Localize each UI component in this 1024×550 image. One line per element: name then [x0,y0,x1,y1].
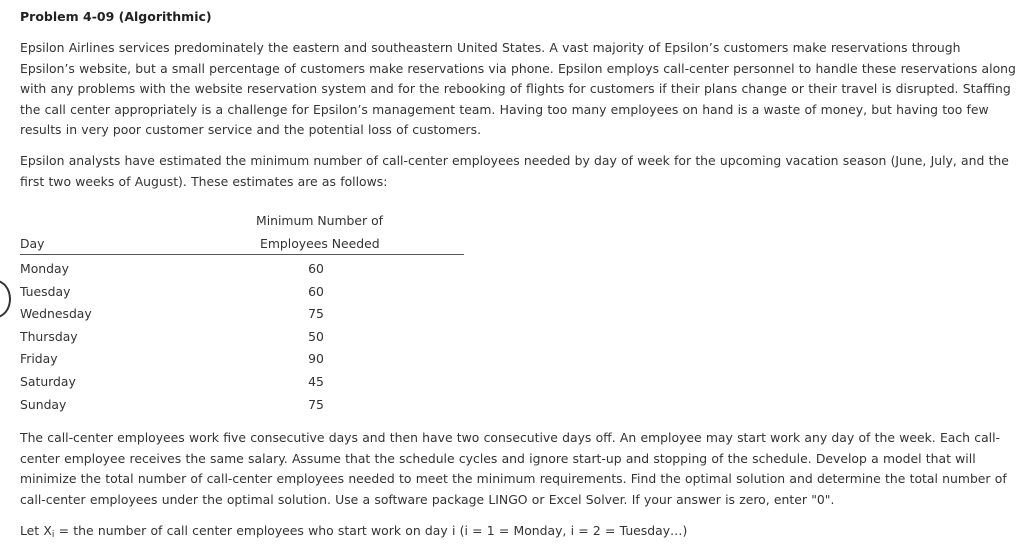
value-cell: 90 [308,351,324,367]
task-paragraph: The call-center employees work five consecutive days and then have two consecutive days off. An employee may start work any day of the week. Each call-center employee receives the same salary. Assume that the schedule cycles and ignore start-up and stopping of the schedule. Develop a model that will minimize the total number of call-center employees needed to meet the minimum requirements. Find the optimal solution and determine the total number of call-center employees under the optimal solution. Use a software package LINGO or Excel Solver. If your answer is zero, enter "0". [20,430,1007,507]
problem-title: Problem 4-09 (Algorithmic) [20,9,212,24]
value-cell: 75 [308,306,324,322]
table-row [20,371,464,394]
day-cell: Saturday [20,373,76,389]
estimates-paragraph: Epsilon analysts have estimated the minimum number of call-center employees needed by day of week for the upcoming vacation season (June, July, and the first two weeks of August). These estimates are as follows: [20,153,1009,189]
subscript-i: i [51,530,55,540]
intro-paragraph: Epsilon Airlines services predominately the eastern and southeastern United States. A vast majority of Epsilon’s customers make reservations through Epsilon’s website, but a small percentage of customers make reservations via phone. Epsilon employs call-center personnel to handle these reservations along with any problems with the website reservation system and for the rebooking of flights for customers if their plans change or their travel is disrupted. Staffing the call center appropriately is a challenge for Epsilon’s management team. Having too many employees on hand is a waste of money, but having too few results in very poor customer service and the potential loss of customers. [20,40,1016,138]
value-cell: 45 [308,373,324,389]
variable-definition [20,521,1018,546]
day-cell: Sunday [20,396,67,412]
value-cell: 60 [308,283,324,299]
table-row [20,303,464,326]
header-rule [20,254,464,255]
table-body [20,258,464,416]
value-cell: 50 [308,328,324,344]
header-employees-needed: Employees Needed [260,236,380,251]
scroll-marker-bracket [0,280,11,318]
day-cell: Monday [20,261,69,276]
let-prefix: Let X [20,523,52,538]
header-min-number: Minimum Number of [256,213,384,228]
day-cell: Thursday [20,328,78,344]
value-cell: 60 [308,261,324,276]
table-row [20,258,464,281]
day-cell: Wednesday [20,306,92,322]
table-row [20,394,464,417]
header-day: Day [20,236,45,251]
value-cell: 75 [308,396,324,412]
table-row [20,281,464,304]
day-cell: Tuesday [20,283,71,299]
let-suffix: = the number of call center employees who start work on day i (i = 1 = Monday, i = 2 = Tuesday…) [54,523,688,538]
table-row [20,348,464,371]
day-cell: Friday [20,351,58,367]
table-row [20,326,464,349]
